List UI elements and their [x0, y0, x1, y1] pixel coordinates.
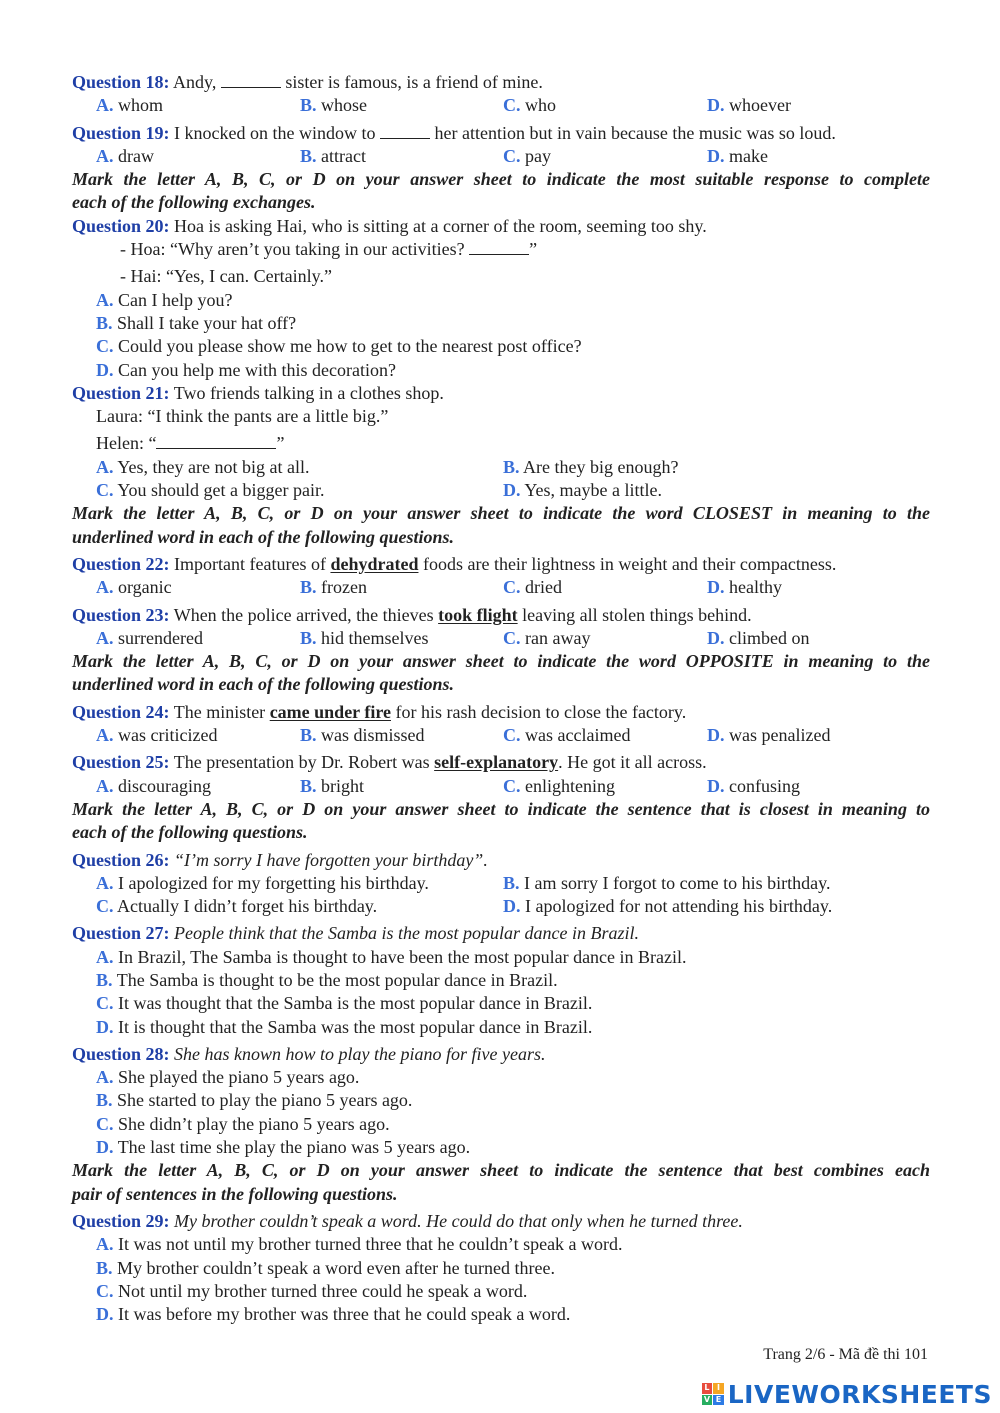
- question-26: Question 26: “I’m sorry I have forgotten your birthday”.: [72, 849, 488, 870]
- option-b[interactable]: B. She started to play the piano 5 years ago.: [96, 1090, 413, 1111]
- instruction: Mark the letter A, B, C, or D on your answer sheet to indicate the most suitable response to complete: [72, 169, 930, 190]
- option-b[interactable]: B. frozen: [300, 577, 367, 598]
- option-b[interactable]: B. My brother couldn’t speak a word even after he turned three.: [96, 1257, 556, 1278]
- underlined-word: took flight: [438, 604, 518, 625]
- question-28: Question 28: She has known how to play the piano for five years.: [72, 1043, 546, 1064]
- question-23: Question 23: When the police arrived, the thieves took flight leaving all stolen things behind.: [72, 604, 752, 625]
- instruction: pair of sentences in the following questions.: [72, 1183, 398, 1204]
- option-a[interactable]: A. Yes, they are not big at all.: [96, 456, 310, 477]
- instruction: Mark the letter A, B, C, or D on your answer sheet to indicate the word OPPOSITE in meaning to the: [72, 651, 930, 672]
- options-row: [72, 479, 930, 502]
- question-number: Question 27:: [72, 923, 170, 944]
- question-25: Question 25: The presentation by Dr. Robert was self-explanatory. He got it all across.: [72, 752, 707, 773]
- option-d[interactable]: D. The last time she play the piano was 5 years ago.: [96, 1137, 471, 1158]
- option-b[interactable]: B. whose: [300, 95, 368, 116]
- option-b[interactable]: B. hid themselves: [300, 627, 429, 648]
- dialogue-hoa: - Hoa: “Why aren’t you taking in our activities? ”: [120, 239, 538, 260]
- answer-blank[interactable]: [380, 123, 430, 139]
- option-a[interactable]: A. Can I help you?: [96, 289, 233, 310]
- option-d[interactable]: D. confusing: [707, 775, 800, 796]
- option-d[interactable]: D. healthy: [707, 577, 782, 598]
- instruction: underlined word in each of the following questions.: [72, 526, 455, 547]
- question-19: Question 19: I knocked on the window to her attention but in vain because the music was so loud.: [72, 122, 836, 143]
- option-d[interactable]: D. It is thought that the Samba was the most popular dance in Brazil.: [96, 1016, 593, 1037]
- options-row: [72, 145, 930, 168]
- instruction: Mark the letter A, B, C, or D on your answer sheet to indicate the word CLOSEST in meaning to the: [72, 503, 930, 524]
- question-number: Question 19:: [72, 122, 170, 143]
- option-c[interactable]: C. Could you please show me how to get to the nearest post office?: [96, 336, 582, 357]
- answer-blank[interactable]: [469, 239, 529, 255]
- options-row: [72, 872, 930, 895]
- option-d[interactable]: D. make: [707, 145, 768, 166]
- option-d[interactable]: D. I apologized for not attending his birthday.: [503, 896, 833, 917]
- options-row: [72, 576, 930, 599]
- option-a[interactable]: A. In Brazil, The Samba is thought to have been the most popular dance in Brazil.: [96, 946, 687, 967]
- question-18: Question 18: Andy, sister is famous, is a friend of mine.: [72, 72, 543, 92]
- page-footer: Trang 2/6 - Mã đề thi 101: [763, 1346, 928, 1363]
- question-29: Question 29: My brother couldn’t speak a word. He could do that only when he turned three.: [72, 1210, 743, 1231]
- option-d[interactable]: D. Yes, maybe a little.: [503, 480, 662, 501]
- option-a[interactable]: A. It was not until my brother turned three that he couldn’t speak a word.: [96, 1234, 623, 1255]
- question-number: Question 24:: [72, 701, 170, 722]
- option-a[interactable]: A. draw: [96, 145, 154, 166]
- question-24: Question 24: The minister came under fire for his rash decision to close the factory.: [72, 701, 687, 722]
- option-d[interactable]: D. climbed on: [707, 627, 810, 648]
- dialogue-hai: - Hai: “Yes, I can. Certainly.”: [120, 266, 332, 287]
- option-c[interactable]: C. Actually I didn’t forget his birthday.: [96, 896, 378, 917]
- instruction: each of the following questions.: [72, 822, 308, 843]
- question-number: Question 25:: [72, 752, 170, 773]
- option-b[interactable]: B. I am sorry I forgot to come to his birthday.: [503, 872, 831, 893]
- option-a[interactable]: A. discouraging: [96, 775, 211, 796]
- option-c[interactable]: C. was acclaimed: [503, 725, 631, 746]
- exam-page: [72, 71, 930, 1326]
- option-b[interactable]: B. attract: [300, 145, 366, 166]
- question-20: Question 20: Hoa is asking Hai, who is sitting at a corner of the room, seeming too shy.: [72, 215, 707, 236]
- question-number: Question 26:: [72, 849, 170, 870]
- underlined-word: dehydrated: [330, 553, 419, 574]
- option-a[interactable]: A. whom: [96, 95, 163, 116]
- option-c[interactable]: C. dried: [503, 577, 562, 598]
- option-c[interactable]: C. It was thought that the Samba is the most popular dance in Brazil.: [96, 993, 593, 1014]
- question-number: Question 20:: [72, 215, 170, 236]
- underlined-word: came under fire: [269, 701, 391, 722]
- answer-blank[interactable]: [221, 72, 281, 88]
- option-d[interactable]: D. whoever: [707, 95, 791, 116]
- option-d[interactable]: D. was penalized: [707, 725, 831, 746]
- option-b[interactable]: B. The Samba is thought to be the most popular dance in Brazil.: [96, 969, 558, 990]
- logo-badge-icon: L I V E: [702, 1383, 724, 1405]
- option-a[interactable]: A. She played the piano 5 years ago.: [96, 1067, 360, 1088]
- question-27: Question 27: People think that the Samba is the most popular dance in Brazil.: [72, 923, 639, 944]
- question-22: Question 22: Important features of dehydrated foods are their lightness in weight and their compactness.: [72, 553, 837, 574]
- instruction: each of the following exchanges.: [72, 192, 316, 213]
- option-b[interactable]: B. bright: [300, 775, 365, 796]
- option-c[interactable]: C. ran away: [503, 627, 591, 648]
- option-a[interactable]: A. was criticized: [96, 725, 218, 746]
- option-a[interactable]: A. surrendered: [96, 627, 203, 648]
- option-c[interactable]: C. Not until my brother turned three could he speak a word.: [96, 1280, 528, 1301]
- question-number: Question 23:: [72, 604, 170, 625]
- option-b[interactable]: B. Are they big enough?: [503, 456, 679, 477]
- question-number: Question 21:: [72, 382, 170, 403]
- option-d[interactable]: D. Can you help me with this decoration?: [96, 359, 396, 380]
- options-row: [72, 775, 930, 798]
- options-row: [72, 94, 930, 117]
- options-row: [72, 895, 930, 918]
- option-a[interactable]: A. organic: [96, 577, 172, 598]
- question-number: Question 28:: [72, 1043, 170, 1064]
- answer-blank[interactable]: [156, 433, 276, 449]
- question-21: Question 21: Two friends talking in a clothes shop.: [72, 382, 444, 403]
- underlined-word: self-explanatory: [434, 752, 559, 773]
- option-c[interactable]: C. You should get a bigger pair.: [96, 480, 325, 501]
- question-number: Question 22:: [72, 553, 170, 574]
- option-a[interactable]: A. I apologized for my forgetting his birthday.: [96, 872, 429, 893]
- question-number: Question 18:: [72, 72, 170, 92]
- option-b[interactable]: B. Shall I take your hat off?: [96, 312, 297, 333]
- dialogue-helen: Helen: “ ”: [96, 433, 285, 454]
- instruction: Mark the letter A, B, C, or D on your answer sheet to indicate the sentence that is closest in meaning to: [72, 798, 930, 819]
- options-row: [72, 724, 930, 747]
- instruction: underlined word in each of the following questions.: [72, 674, 455, 695]
- option-d[interactable]: D. It was before my brother was three that he could speak a word.: [96, 1304, 571, 1325]
- option-c[interactable]: C. pay: [503, 145, 551, 166]
- option-c[interactable]: C. who: [503, 95, 556, 116]
- option-b[interactable]: B. was dismissed: [300, 725, 425, 746]
- dialogue-laura: Laura: “I think the pants are a little big.”: [96, 406, 389, 427]
- logo-text: LIVEWORKSHEETS: [727, 1379, 992, 1409]
- option-c[interactable]: C. She didn’t play the piano 5 years ago.: [96, 1113, 390, 1134]
- option-c[interactable]: C. enlightening: [503, 775, 615, 796]
- instruction: Mark the letter A, B, C, or D on your answer sheet to indicate the sentence that best combines each: [72, 1160, 930, 1181]
- liveworksheets-logo[interactable]: [702, 1379, 992, 1409]
- options-row: [72, 627, 930, 650]
- options-row: [72, 456, 930, 479]
- question-number: Question 29:: [72, 1210, 170, 1231]
